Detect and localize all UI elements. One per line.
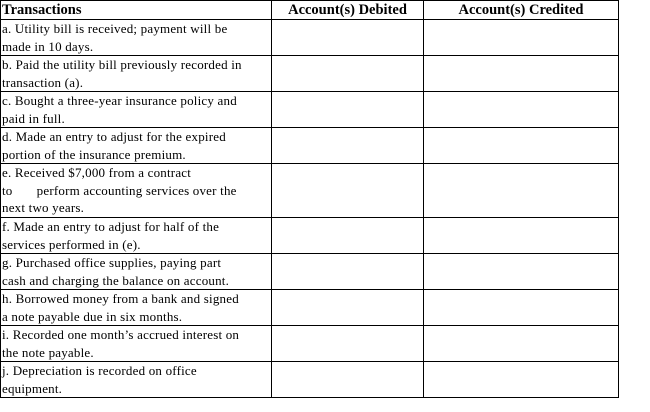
table-row (1, 254, 619, 290)
credited-cell[interactable] (424, 56, 619, 92)
table-row (1, 56, 619, 92)
debited-cell[interactable] (272, 254, 424, 290)
table-row (1, 218, 619, 254)
debited-cell[interactable] (272, 92, 424, 128)
table-row (1, 290, 619, 326)
header-accounts-credited: Account(s) Credited (424, 1, 619, 20)
transaction-description: j. Depreciation is recorded on office equipment. (1, 362, 272, 398)
debited-cell[interactable] (272, 218, 424, 254)
table-row (1, 326, 619, 362)
transaction-description: g. Purchased office supplies, paying part cash and charging the balance on account. (1, 254, 272, 290)
transaction-description: d. Made an entry to adjust for the expired portion of the insurance premium. (1, 128, 272, 164)
transaction-description: b. Paid the utility bill previously recorded in transaction (a). (1, 56, 272, 92)
table-row (1, 20, 619, 56)
credited-cell[interactable] (424, 362, 619, 398)
header-row (1, 1, 619, 20)
credited-cell[interactable] (424, 218, 619, 254)
debited-cell[interactable] (272, 164, 424, 218)
credited-cell[interactable] (424, 290, 619, 326)
credited-cell[interactable] (424, 20, 619, 56)
table-row (1, 92, 619, 128)
transaction-description: a. Utility bill is received; payment will be made in 10 days. (1, 20, 272, 56)
transaction-description: i. Recorded one month’s accrued interest on the note payable. (1, 326, 272, 362)
transaction-description: c. Bought a three-year insurance policy and paid in full. (1, 92, 272, 128)
table-row (1, 164, 619, 218)
transaction-description: f. Made an entry to adjust for half of the services performed in (e). (1, 218, 272, 254)
credited-cell[interactable] (424, 326, 619, 362)
debited-cell[interactable] (272, 326, 424, 362)
debited-cell[interactable] (272, 20, 424, 56)
transaction-description: e. Received $7,000 from a contract to perform accounting services over the next two years. (1, 164, 272, 218)
credited-cell[interactable] (424, 254, 619, 290)
debited-cell[interactable] (272, 290, 424, 326)
header-transactions: Transactions (1, 1, 272, 20)
credited-cell[interactable] (424, 164, 619, 218)
table-row (1, 362, 619, 398)
debited-cell[interactable] (272, 128, 424, 164)
transaction-description: h. Borrowed money from a bank and signed a note payable due in six months. (1, 290, 272, 326)
debited-cell[interactable] (272, 362, 424, 398)
table-row (1, 128, 619, 164)
debited-cell[interactable] (272, 56, 424, 92)
credited-cell[interactable] (424, 92, 619, 128)
credited-cell[interactable] (424, 128, 619, 164)
header-accounts-debited: Account(s) Debited (272, 1, 424, 20)
